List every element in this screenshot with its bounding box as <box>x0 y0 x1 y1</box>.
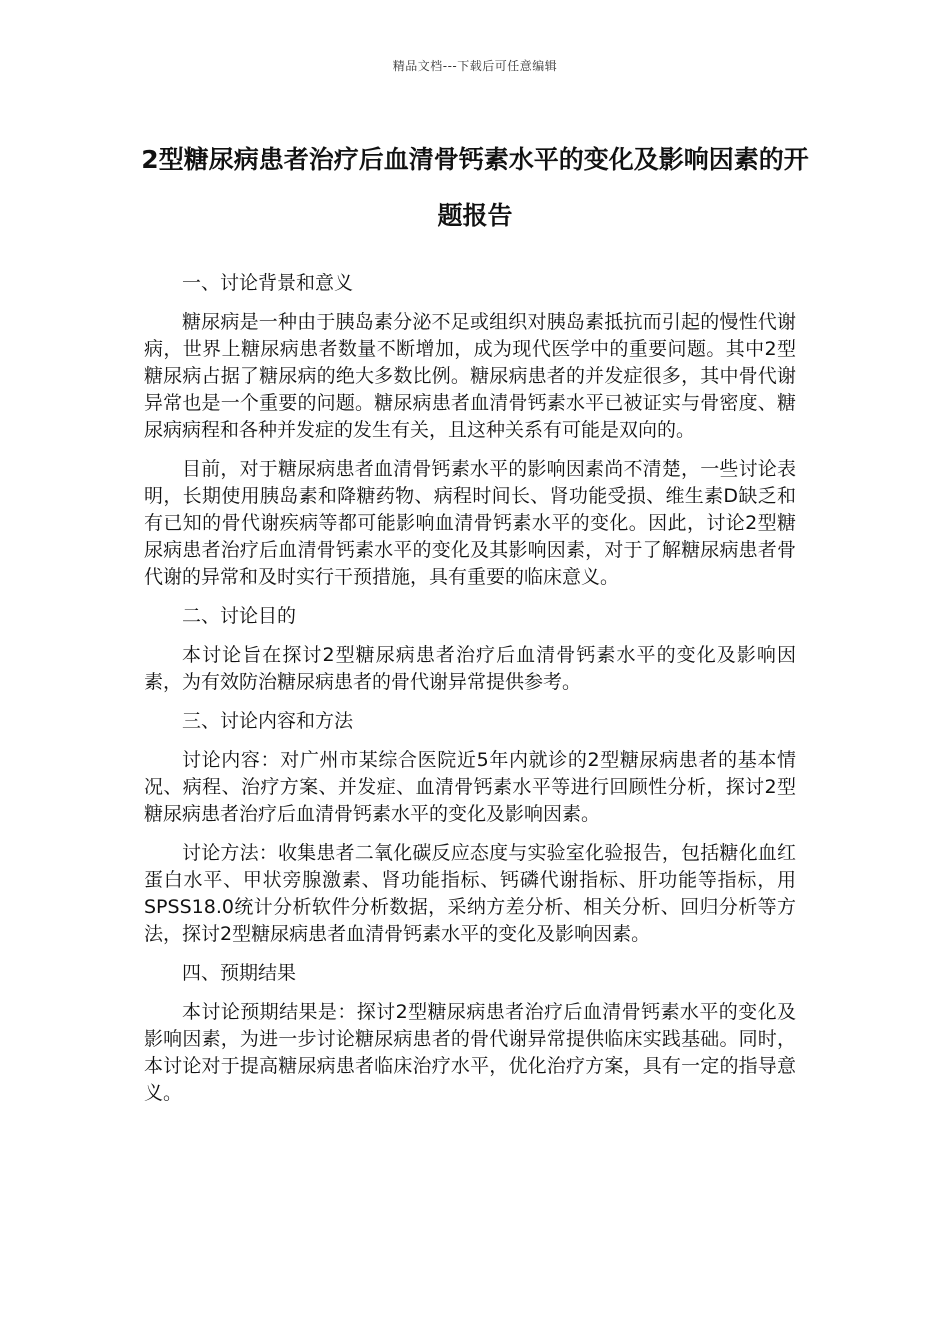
paragraph-research-method: 讨论方法：收集患者二氧化碳反应态度与实验室化验报告，包括糖化血红蛋白水平、甲状旁腺激素、肾功能指标、钙磷代谢指标、肝功能等指标，用SPSS18.0统计分析软件分析数据，采纳方差分析、相关分析、回归分析等方法，探讨2型糖尿病患者血清骨钙素水平的变化及影响因素。 <box>144 842 796 945</box>
section-heading-methods: 三、讨论内容和方法 <box>182 710 354 732</box>
paragraph-background-2: 目前，对于糖尿病患者血清骨钙素水平的影响因素尚不清楚，一些讨论表明，长期使用胰岛素和降糖药物、病程时间长、肾功能受损、维生素D缺乏和有已知的骨代谢疾病等都可能影响血清骨钙素水平的变化。因此，讨论2型糖尿病患者治疗后血清骨钙素水平的变化及其影响因素，对于了解糖尿病患者骨代谢的异常和及时实行干预措施，具有重要的临床意义。 <box>144 458 796 588</box>
section-heading-background: 一、讨论背景和意义 <box>182 272 354 294</box>
paragraph-expected-results: 本讨论预期结果是：探讨2型糖尿病患者治疗后血清骨钙素水平的变化及影响因素，为进一步讨论糖尿病患者的骨代谢异常提供临床实践基础。同时，本讨论对于提高糖尿病患者临床治疗水平，优化治疗方案，具有一定的指导意义。 <box>144 1001 796 1104</box>
document-title: 2型糖尿病患者治疗后血清骨钙素水平的变化及影响因素的开题报告 <box>141 145 809 230</box>
paragraph-research-content: 讨论内容：对广州市某综合医院近5年内就诊的2型糖尿病患者的基本情况、病程、治疗方案、并发症、血清骨钙素水平等进行回顾性分析，探讨2型糖尿病患者治疗后血清骨钙素水平的变化及影响因素。 <box>144 749 796 825</box>
section-heading-purpose: 二、讨论目的 <box>182 605 297 627</box>
paragraph-background-1: 糖尿病是一种由于胰岛素分泌不足或组织对胰岛素抵抗而引起的慢性代谢病，世界上糖尿病患者数量不断增加，成为现代医学中的重要问题。其中2型糖尿病占据了糖尿病的绝大多数比例。糖尿病患者的并发症很多，其中骨代谢异常也是一个重要的问题。糖尿病患者血清骨钙素水平已被证实与骨密度、糖尿病病程和各种并发症的发生有关，且这种关系有可能是双向的。 <box>144 311 796 441</box>
page-header: 精品文档---下载后可任意编辑 <box>392 59 558 73</box>
section-heading-expected-results: 四、预期结果 <box>182 962 297 984</box>
document-body <box>144 270 796 1119</box>
paragraph-purpose: 本讨论旨在探讨2型糖尿病患者治疗后血清骨钙素水平的变化及影响因素，为有效防治糖尿病患者的骨代谢异常提供参考。 <box>144 644 796 693</box>
